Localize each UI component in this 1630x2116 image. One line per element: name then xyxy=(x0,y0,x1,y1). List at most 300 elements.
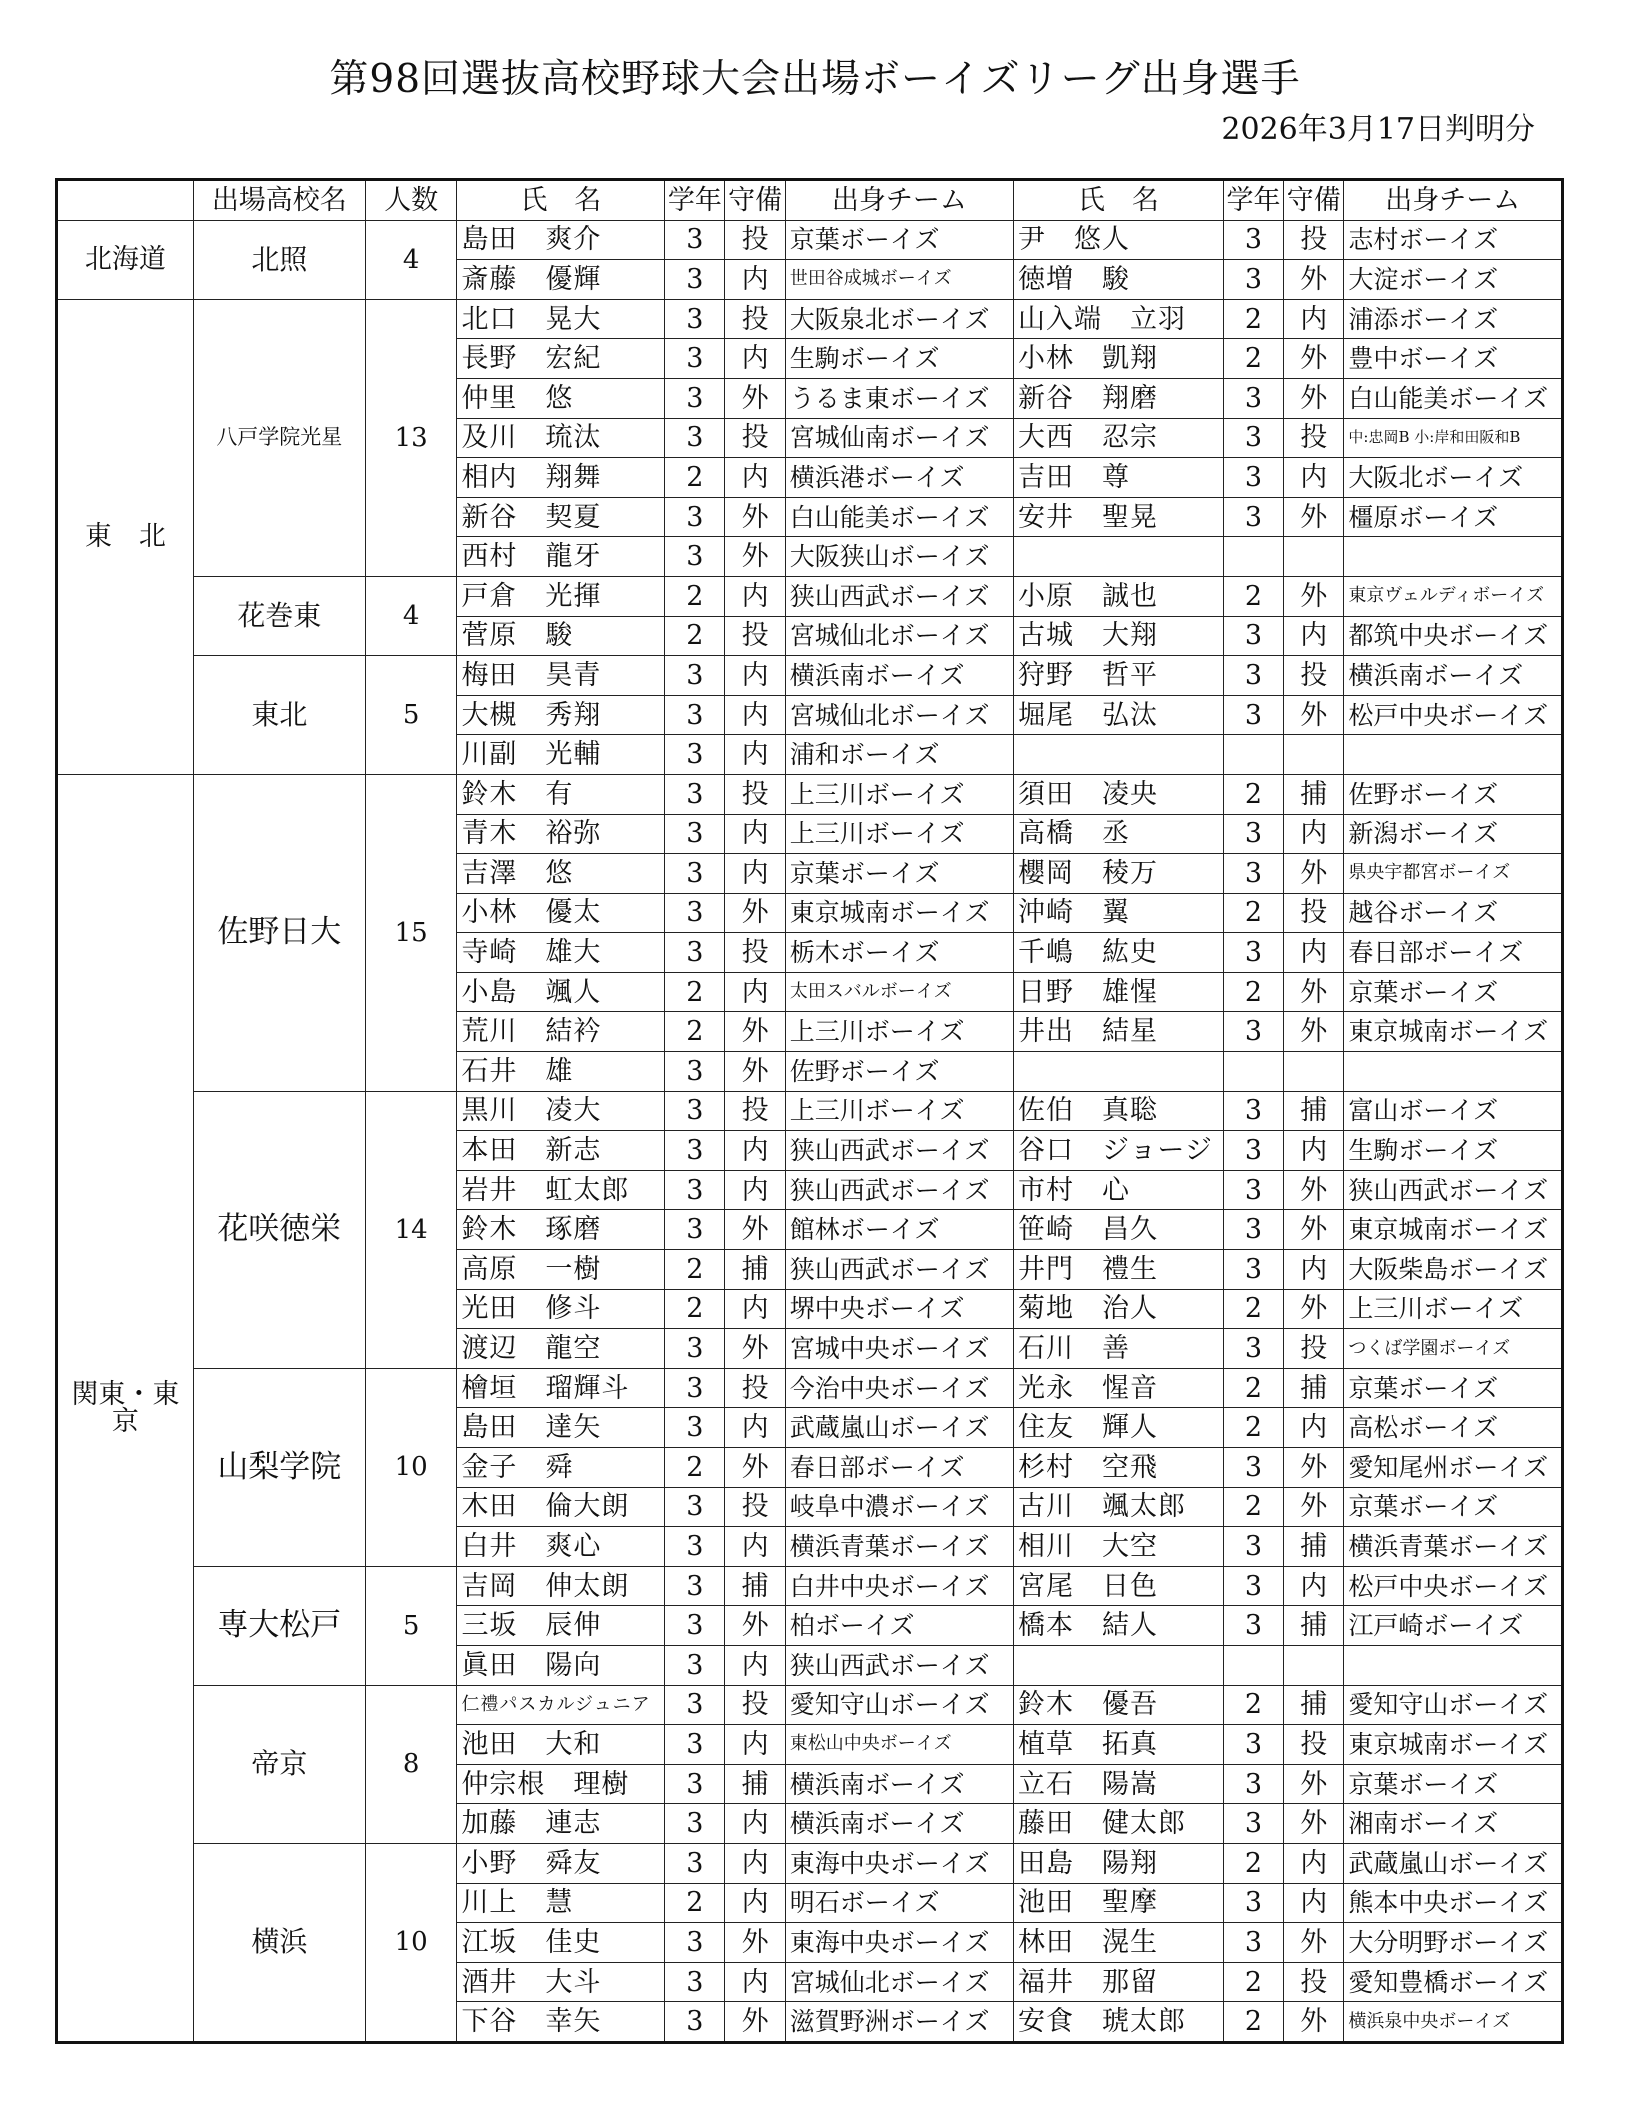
grade-cell: 3 xyxy=(1223,220,1283,260)
grade-cell: 3 xyxy=(1223,1091,1283,1131)
player-name-cell: 相川 大空 xyxy=(1013,1527,1223,1567)
grade-cell: 3 xyxy=(665,1764,725,1804)
region-cell: 北海道 xyxy=(57,220,194,299)
team-cell: つくば学園ボーイズ xyxy=(1344,1329,1563,1369)
grade-cell: 3 xyxy=(1223,616,1283,656)
position-cell: 外 xyxy=(725,537,785,577)
player-name-cell xyxy=(1013,537,1223,577)
position-cell: 外 xyxy=(725,378,785,418)
position-cell: 外 xyxy=(1284,497,1344,537)
player-name-cell: 小野 舜友 xyxy=(457,1843,665,1883)
position-cell: 外 xyxy=(1284,339,1344,379)
player-name-cell: 須田 凌央 xyxy=(1013,774,1223,814)
grade-cell: 3 xyxy=(1223,1210,1283,1250)
player-name-cell: 北口 晃大 xyxy=(457,299,665,339)
player-name-cell: 古城 大翔 xyxy=(1013,616,1223,656)
grade-cell: 3 xyxy=(665,1566,725,1606)
grade-cell: 3 xyxy=(665,1170,725,1210)
team-cell: 豊中ボーイズ xyxy=(1344,339,1563,379)
grade-cell: 3 xyxy=(665,339,725,379)
team-cell: うるま東ボーイズ xyxy=(785,378,1013,418)
grade-cell: 3 xyxy=(665,1923,725,1963)
position-cell: 捕 xyxy=(725,1566,785,1606)
player-name-cell: 西村 龍牙 xyxy=(457,537,665,577)
player-name-cell: 眞田 陽向 xyxy=(457,1645,665,1685)
team-cell: 浦添ボーイズ xyxy=(1344,299,1563,339)
player-name-cell: 三坂 辰伸 xyxy=(457,1606,665,1646)
player-name-cell: 金子 舜 xyxy=(457,1448,665,1488)
player-name-cell: 池田 聖摩 xyxy=(1013,1883,1223,1923)
grade-cell xyxy=(1223,1645,1283,1685)
school-name-cell: 山梨学院 xyxy=(193,1368,365,1566)
grade-cell: 2 xyxy=(1223,1685,1283,1725)
position-cell: 外 xyxy=(725,1923,785,1963)
position-cell xyxy=(1284,1052,1344,1092)
player-name-cell: 安食 琥太郎 xyxy=(1013,2002,1223,2043)
grade-cell: 2 xyxy=(1223,1368,1283,1408)
grade-cell: 3 xyxy=(665,854,725,894)
team-cell: 愛知守山ボーイズ xyxy=(785,1685,1013,1725)
position-cell: 内 xyxy=(725,656,785,696)
table-row xyxy=(57,774,1563,814)
player-count-cell: 8 xyxy=(365,1685,457,1843)
team-cell: 白井中央ボーイズ xyxy=(785,1566,1013,1606)
position-cell: 捕 xyxy=(1284,1685,1344,1725)
position-cell: 外 xyxy=(1284,1210,1344,1250)
player-name-cell: 杉村 空飛 xyxy=(1013,1448,1223,1488)
school-name-cell: 横浜 xyxy=(193,1843,365,2042)
team-cell: 湘南ボーイズ xyxy=(1344,1804,1563,1844)
player-name-cell: 高原 一樹 xyxy=(457,1250,665,1290)
grade-cell: 3 xyxy=(665,814,725,854)
grade-cell: 2 xyxy=(665,1883,725,1923)
position-cell: 外 xyxy=(1284,2002,1344,2043)
position-cell: 内 xyxy=(725,1962,785,2002)
grade-cell: 3 xyxy=(1223,458,1283,498)
grade-cell: 3 xyxy=(665,1804,725,1844)
player-name-cell: 光永 惺音 xyxy=(1013,1368,1223,1408)
position-cell: 外 xyxy=(1284,378,1344,418)
grade-cell: 3 xyxy=(1223,1012,1283,1052)
grade-cell: 3 xyxy=(665,893,725,933)
school-name-cell: 東北 xyxy=(193,656,365,775)
player-name-cell: 小島 颯人 xyxy=(457,972,665,1012)
team-cell: 東海中央ボーイズ xyxy=(785,1923,1013,1963)
player-name-cell: 川上 慧 xyxy=(457,1883,665,1923)
team-cell: 宮城仙南ボーイズ xyxy=(785,418,1013,458)
player-name-cell: 橋本 結人 xyxy=(1013,1606,1223,1646)
grade-cell: 2 xyxy=(665,1250,725,1290)
player-name-cell: 小原 誠也 xyxy=(1013,576,1223,616)
grade-cell: 3 xyxy=(665,656,725,696)
team-cell: 春日部ボーイズ xyxy=(785,1448,1013,1488)
grade-cell: 3 xyxy=(665,1487,725,1527)
table-row xyxy=(57,1843,1563,1883)
team-cell: 宮城仙北ボーイズ xyxy=(785,695,1013,735)
grade-cell: 3 xyxy=(1223,1923,1283,1963)
player-name-cell: 大槻 秀翔 xyxy=(457,695,665,735)
position-cell: 投 xyxy=(1284,656,1344,696)
team-cell xyxy=(1344,1645,1563,1685)
team-cell: 高松ボーイズ xyxy=(1344,1408,1563,1448)
team-cell: 愛知尾州ボーイズ xyxy=(1344,1448,1563,1488)
grade-cell: 2 xyxy=(665,458,725,498)
grade-cell: 3 xyxy=(1223,854,1283,894)
position-cell: 捕 xyxy=(725,1764,785,1804)
position-cell: 内 xyxy=(725,339,785,379)
player-name-cell xyxy=(1013,1052,1223,1092)
player-name-cell: 及川 琉汰 xyxy=(457,418,665,458)
player-name-cell: 藤田 健太郎 xyxy=(1013,1804,1223,1844)
player-count-cell: 10 xyxy=(365,1368,457,1566)
position-cell: 外 xyxy=(1284,1804,1344,1844)
team-cell xyxy=(1344,537,1563,577)
team-cell: 春日部ボーイズ xyxy=(1344,933,1563,973)
player-name-cell: 仲里 悠 xyxy=(457,378,665,418)
player-name-cell: 相内 翔舞 xyxy=(457,458,665,498)
team-cell: 上三川ボーイズ xyxy=(785,814,1013,854)
school-name-cell: 花巻東 xyxy=(193,576,365,655)
table-row xyxy=(57,1685,1563,1725)
grade-cell: 3 xyxy=(1223,814,1283,854)
table-row xyxy=(57,299,1563,339)
grade-cell: 3 xyxy=(665,1685,725,1725)
player-name-cell: 小林 優太 xyxy=(457,893,665,933)
player-name-cell: 沖崎 翼 xyxy=(1013,893,1223,933)
grade-cell: 2 xyxy=(1223,299,1283,339)
grade-cell: 3 xyxy=(665,2002,725,2043)
grade-cell: 3 xyxy=(665,1368,725,1408)
grade-cell: 3 xyxy=(665,1725,725,1765)
player-name-cell: 加藤 連志 xyxy=(457,1804,665,1844)
position-cell: 外 xyxy=(1284,1487,1344,1527)
grade-cell: 3 xyxy=(665,1645,725,1685)
position-cell: 投 xyxy=(725,418,785,458)
team-cell: 狭山西武ボーイズ xyxy=(785,1250,1013,1290)
table-row xyxy=(57,656,1563,696)
team-cell: 東京城南ボーイズ xyxy=(1344,1012,1563,1052)
position-cell: 外 xyxy=(725,1448,785,1488)
position-cell: 外 xyxy=(725,893,785,933)
position-cell: 投 xyxy=(725,933,785,973)
header-grade-1: 学年 xyxy=(665,180,725,221)
player-name-cell: 黒川 凌大 xyxy=(457,1091,665,1131)
team-cell: 富山ボーイズ xyxy=(1344,1091,1563,1131)
player-name-cell: 仁禮パスカルジュニア xyxy=(457,1685,665,1725)
grade-cell: 2 xyxy=(665,1289,725,1329)
grade-cell: 3 xyxy=(1223,1725,1283,1765)
team-cell: 浦和ボーイズ xyxy=(785,735,1013,775)
team-cell: 京葉ボーイズ xyxy=(1344,1368,1563,1408)
position-cell: 外 xyxy=(1284,972,1344,1012)
team-cell: 武蔵嵐山ボーイズ xyxy=(785,1408,1013,1448)
grade-cell: 3 xyxy=(1223,1606,1283,1646)
position-cell: 外 xyxy=(1284,260,1344,300)
position-cell: 投 xyxy=(1284,1725,1344,1765)
team-cell: 武蔵嵐山ボーイズ xyxy=(1344,1843,1563,1883)
grade-cell: 3 xyxy=(1223,378,1283,418)
position-cell: 投 xyxy=(725,1685,785,1725)
team-cell: 松戸中央ボーイズ xyxy=(1344,695,1563,735)
team-cell xyxy=(1344,735,1563,775)
position-cell: 外 xyxy=(1284,1764,1344,1804)
player-name-cell xyxy=(1013,1645,1223,1685)
player-name-cell: 鈴木 優吾 xyxy=(1013,1685,1223,1725)
player-name-cell: 櫻岡 稜万 xyxy=(1013,854,1223,894)
player-name-cell: 長野 宏紀 xyxy=(457,339,665,379)
position-cell: 外 xyxy=(1284,695,1344,735)
grade-cell: 3 xyxy=(1223,260,1283,300)
position-cell: 内 xyxy=(725,1408,785,1448)
team-cell: 岐阜中濃ボーイズ xyxy=(785,1487,1013,1527)
grade-cell: 3 xyxy=(1223,933,1283,973)
team-cell: 愛知守山ボーイズ xyxy=(1344,1685,1563,1725)
team-cell: 県央宇都宮ボーイズ xyxy=(1344,854,1563,894)
player-name-cell: 尹 悠人 xyxy=(1013,220,1223,260)
position-cell: 内 xyxy=(725,972,785,1012)
grade-cell: 2 xyxy=(1223,1289,1283,1329)
grade-cell: 2 xyxy=(1223,972,1283,1012)
position-cell: 投 xyxy=(725,299,785,339)
team-cell: 狭山西武ボーイズ xyxy=(1344,1170,1563,1210)
grade-cell: 3 xyxy=(1223,1527,1283,1567)
table-row xyxy=(57,576,1563,616)
team-cell: 京葉ボーイズ xyxy=(1344,1764,1563,1804)
position-cell: 内 xyxy=(725,1725,785,1765)
school-name-cell: 北照 xyxy=(193,220,365,299)
player-name-cell: 島田 爽介 xyxy=(457,220,665,260)
grade-cell: 3 xyxy=(665,1210,725,1250)
header-position-2: 守備 xyxy=(1284,180,1344,221)
header-grade-2: 学年 xyxy=(1223,180,1283,221)
players-table-wrap xyxy=(55,178,1564,2044)
player-name-cell: 井門 禮生 xyxy=(1013,1250,1223,1290)
header-row xyxy=(57,180,1563,221)
position-cell: 投 xyxy=(1284,418,1344,458)
position-cell: 外 xyxy=(725,1210,785,1250)
position-cell: 捕 xyxy=(1284,1368,1344,1408)
position-cell: 外 xyxy=(725,1012,785,1052)
position-cell: 投 xyxy=(1284,220,1344,260)
position-cell: 外 xyxy=(1284,1289,1344,1329)
team-cell: 館林ボーイズ xyxy=(785,1210,1013,1250)
grade-cell: 3 xyxy=(1223,418,1283,458)
team-cell: 生駒ボーイズ xyxy=(1344,1131,1563,1171)
grade-cell: 3 xyxy=(665,1962,725,2002)
grade-cell: 2 xyxy=(665,616,725,656)
team-cell: 世田谷成城ボーイズ xyxy=(785,260,1013,300)
position-cell: 外 xyxy=(725,1606,785,1646)
team-cell: 熊本中央ボーイズ xyxy=(1344,1883,1563,1923)
player-name-cell: 住友 輝人 xyxy=(1013,1408,1223,1448)
grade-cell: 3 xyxy=(665,774,725,814)
team-cell: 愛知豊橋ボーイズ xyxy=(1344,1962,1563,2002)
player-name-cell: 高橋 丞 xyxy=(1013,814,1223,854)
team-cell: 狭山西武ボーイズ xyxy=(785,1131,1013,1171)
team-cell: 東京城南ボーイズ xyxy=(1344,1210,1563,1250)
team-cell: 上三川ボーイズ xyxy=(785,1012,1013,1052)
team-cell: 東京城南ボーイズ xyxy=(785,893,1013,933)
team-cell: 滋賀野洲ボーイズ xyxy=(785,2002,1013,2043)
grade-cell xyxy=(1223,1052,1283,1092)
position-cell: 内 xyxy=(1284,814,1344,854)
player-name-cell: 光田 修斗 xyxy=(457,1289,665,1329)
position-cell: 内 xyxy=(1284,299,1344,339)
position-cell: 内 xyxy=(725,735,785,775)
header-count: 人数 xyxy=(365,180,457,221)
player-name-cell: 本田 新志 xyxy=(457,1131,665,1171)
position-cell: 外 xyxy=(1284,1448,1344,1488)
position-cell: 内 xyxy=(725,814,785,854)
position-cell: 内 xyxy=(725,1131,785,1171)
position-cell: 内 xyxy=(725,458,785,498)
player-name-cell: 白井 爽心 xyxy=(457,1527,665,1567)
table-row xyxy=(57,220,1563,260)
player-name-cell: 井出 結星 xyxy=(1013,1012,1223,1052)
position-cell: 外 xyxy=(1284,1170,1344,1210)
school-name-cell: 専大松戸 xyxy=(193,1566,365,1685)
team-cell: 江戸崎ボーイズ xyxy=(1344,1606,1563,1646)
team-cell: 白山能美ボーイズ xyxy=(785,497,1013,537)
grade-cell: 3 xyxy=(665,1527,725,1567)
player-count-cell: 13 xyxy=(365,299,457,576)
position-cell: 内 xyxy=(725,1883,785,1923)
table-body xyxy=(57,220,1563,2042)
grade-cell: 3 xyxy=(1223,695,1283,735)
team-cell: 堺中央ボーイズ xyxy=(785,1289,1013,1329)
player-count-cell: 10 xyxy=(365,1843,457,2042)
region-cell: 東 北 xyxy=(57,299,194,774)
player-name-cell: 山入端 立羽 xyxy=(1013,299,1223,339)
player-name-cell: 池田 大和 xyxy=(457,1725,665,1765)
position-cell xyxy=(1284,735,1344,775)
grade-cell: 3 xyxy=(1223,1566,1283,1606)
team-cell: 横浜南ボーイズ xyxy=(785,656,1013,696)
player-name-cell: 植草 拓真 xyxy=(1013,1725,1223,1765)
player-name-cell: 笹崎 昌久 xyxy=(1013,1210,1223,1250)
player-name-cell: 菅原 駿 xyxy=(457,616,665,656)
position-cell: 投 xyxy=(1284,893,1344,933)
player-name-cell: 佐伯 真聡 xyxy=(1013,1091,1223,1131)
grade-cell: 2 xyxy=(665,1448,725,1488)
team-cell: 松戸中央ボーイズ xyxy=(1344,1566,1563,1606)
position-cell: 捕 xyxy=(1284,1091,1344,1131)
team-cell: 東松山中央ボーイズ xyxy=(785,1725,1013,1765)
player-name-cell: 小林 凱翔 xyxy=(1013,339,1223,379)
position-cell: 外 xyxy=(1284,854,1344,894)
team-cell: 京葉ボーイズ xyxy=(785,854,1013,894)
position-cell: 投 xyxy=(725,774,785,814)
position-cell: 内 xyxy=(725,1289,785,1329)
position-cell: 内 xyxy=(725,1804,785,1844)
team-cell: 橿原ボーイズ xyxy=(1344,497,1563,537)
grade-cell: 3 xyxy=(1223,1804,1283,1844)
grade-cell: 3 xyxy=(1223,656,1283,696)
players-table xyxy=(55,178,1564,2044)
player-name-cell: 木田 倫大朗 xyxy=(457,1487,665,1527)
grade-cell: 3 xyxy=(1223,1250,1283,1290)
position-cell xyxy=(1284,537,1344,577)
grade-cell: 2 xyxy=(1223,1962,1283,2002)
team-cell: 宮城仙北ボーイズ xyxy=(785,1962,1013,2002)
position-cell: 投 xyxy=(725,1368,785,1408)
team-cell: 志村ボーイズ xyxy=(1344,220,1563,260)
player-name-cell: 吉澤 悠 xyxy=(457,854,665,894)
position-cell: 投 xyxy=(1284,1329,1344,1369)
player-count-cell: 4 xyxy=(365,576,457,655)
grade-cell: 2 xyxy=(665,1012,725,1052)
player-name-cell xyxy=(1013,735,1223,775)
grade-cell: 3 xyxy=(665,1131,725,1171)
team-cell: 都筑中央ボーイズ xyxy=(1344,616,1563,656)
team-cell: 柏ボーイズ xyxy=(785,1606,1013,1646)
team-cell: 東京ヴェルディボーイズ xyxy=(1344,576,1563,616)
school-name-cell: 帝京 xyxy=(193,1685,365,1843)
team-cell: 横浜青葉ボーイズ xyxy=(785,1527,1013,1567)
school-name-cell: 花咲徳栄 xyxy=(193,1091,365,1368)
grade-cell: 3 xyxy=(665,537,725,577)
header-region xyxy=(57,180,194,221)
team-cell: 横浜青葉ボーイズ xyxy=(1344,1527,1563,1567)
position-cell: 内 xyxy=(725,1645,785,1685)
grade-cell: 3 xyxy=(665,299,725,339)
grade-cell xyxy=(1223,537,1283,577)
team-cell: 大阪柴島ボーイズ xyxy=(1344,1250,1563,1290)
table-row xyxy=(57,1091,1563,1131)
header-position-1: 守備 xyxy=(725,180,785,221)
team-cell: 今治中央ボーイズ xyxy=(785,1368,1013,1408)
grade-cell xyxy=(1223,735,1283,775)
team-cell: 明石ボーイズ xyxy=(785,1883,1013,1923)
player-name-cell: 大西 忍宗 xyxy=(1013,418,1223,458)
player-name-cell: 青木 裕弥 xyxy=(457,814,665,854)
grade-cell: 2 xyxy=(1223,576,1283,616)
team-cell: 狭山西武ボーイズ xyxy=(785,1170,1013,1210)
position-cell: 内 xyxy=(1284,1131,1344,1171)
position-cell: 内 xyxy=(725,1843,785,1883)
team-cell: 横浜南ボーイズ xyxy=(1344,656,1563,696)
position-cell: 内 xyxy=(1284,458,1344,498)
player-name-cell: 日野 雄惺 xyxy=(1013,972,1223,1012)
grade-cell: 3 xyxy=(1223,1448,1283,1488)
position-cell: 投 xyxy=(725,1487,785,1527)
grade-cell: 2 xyxy=(1223,893,1283,933)
team-cell: 大阪狭山ボーイズ xyxy=(785,537,1013,577)
team-cell: 横浜港ボーイズ xyxy=(785,458,1013,498)
grade-cell: 3 xyxy=(665,1843,725,1883)
team-cell: 太田スバルボーイズ xyxy=(785,972,1013,1012)
team-cell: 大淀ボーイズ xyxy=(1344,260,1563,300)
grade-cell: 3 xyxy=(665,735,725,775)
team-cell: 東海中央ボーイズ xyxy=(785,1843,1013,1883)
grade-cell: 3 xyxy=(1223,1329,1283,1369)
player-name-cell: 菊地 治人 xyxy=(1013,1289,1223,1329)
header-team-1: 出身チーム xyxy=(785,180,1013,221)
player-count-cell: 4 xyxy=(365,220,457,299)
team-cell: 中:忠岡B 小:岸和田阪和B xyxy=(1344,418,1563,458)
player-name-cell: 酒井 大斗 xyxy=(457,1962,665,2002)
position-cell: 外 xyxy=(725,2002,785,2043)
position-cell: 外 xyxy=(725,497,785,537)
player-name-cell: 石川 善 xyxy=(1013,1329,1223,1369)
position-cell: 内 xyxy=(1284,1883,1344,1923)
player-count-cell: 14 xyxy=(365,1091,457,1368)
grade-cell: 3 xyxy=(665,695,725,735)
position-cell: 投 xyxy=(725,220,785,260)
grade-cell: 2 xyxy=(1223,1487,1283,1527)
position-cell: 内 xyxy=(725,260,785,300)
region-cell: 関東・東京 xyxy=(57,774,194,2042)
